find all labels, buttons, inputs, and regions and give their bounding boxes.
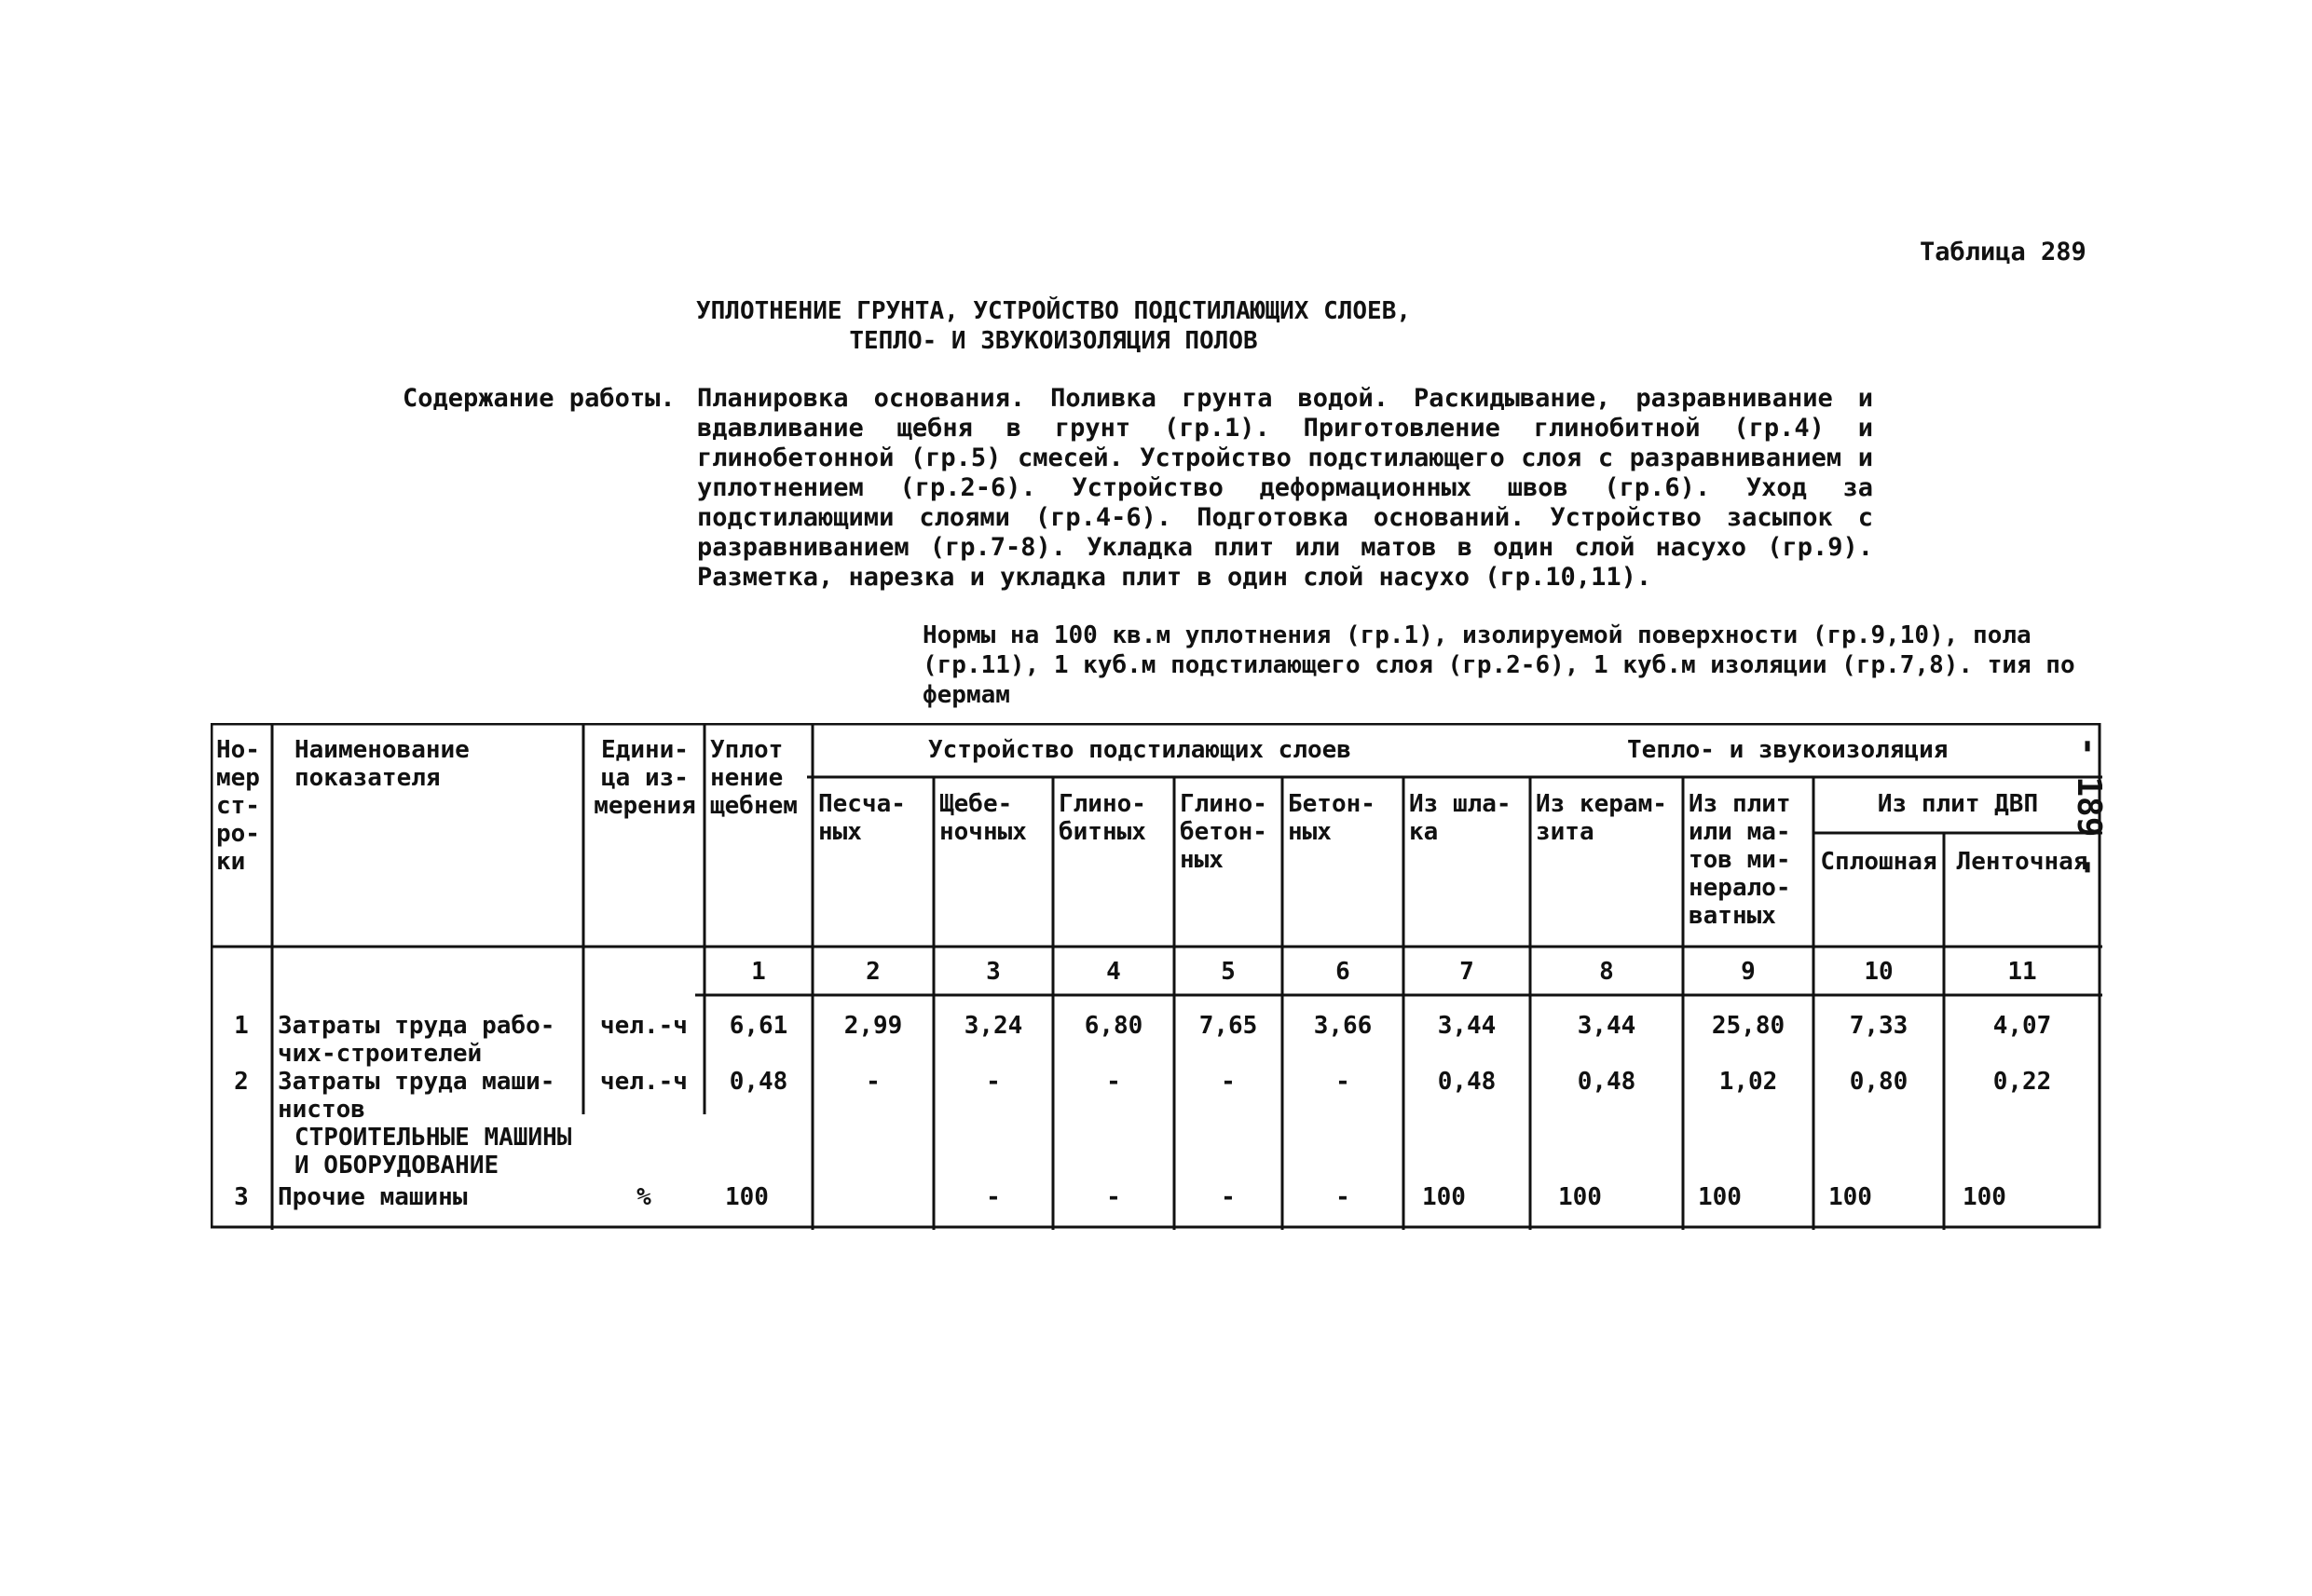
table-cell: 3,24	[964, 1012, 1023, 1040]
table-cell: 4,07	[1992, 1012, 2052, 1040]
row-name: Затраты труда маши- нистов	[278, 1068, 555, 1124]
table-cell: -	[866, 1068, 881, 1096]
document-title-line-1: УПЛОТНЕНИЕ ГРУНТА, УСТРОЙСТВО ПОДСТИЛАЮЩИХ СЛОЕВ,	[695, 297, 1411, 325]
content-label: Содержание работы.	[403, 384, 676, 413]
table-cell: 2,99	[843, 1012, 903, 1040]
norms-text: Нормы на 100 кв.м уплотнения (гр.1), изолируемой поверхности (гр.9,10), пола (гр.11), 1 куб.м подстилающего слоя (гр.2-6), 1 куб.м изоляции (гр.7,8). тия по фермам	[923, 621, 2075, 709]
column-number: 11	[2007, 958, 2037, 986]
table-number: Таблица 289	[1920, 238, 2086, 266]
table-cell: 0,48	[1437, 1068, 1497, 1096]
table-cell: -	[986, 1068, 1001, 1096]
column-number: 8	[1599, 958, 1614, 986]
table-cell: 100	[1558, 1183, 1602, 1211]
table-cell: -	[986, 1183, 1001, 1211]
row-number: 1	[234, 1012, 249, 1040]
table-cell: 3,66	[1313, 1012, 1373, 1040]
column-number: 5	[1221, 958, 1236, 986]
header-col5: Глино- бетон- ных	[1180, 790, 1267, 874]
header-group-underlay: Устройство подстилающих слоев	[928, 736, 1351, 764]
table-cell: 100	[1828, 1183, 1872, 1211]
column-number: 7	[1459, 958, 1474, 986]
row-name: Затраты труда рабо- чих-строителей	[278, 1012, 555, 1068]
header-col1: Уплот нение щебнем	[710, 736, 798, 820]
table-cell: 0,22	[1992, 1068, 2052, 1096]
table-cell: 0,48	[1577, 1068, 1636, 1096]
row-unit: чел.-ч	[600, 1012, 688, 1040]
column-number: 4	[1106, 958, 1121, 986]
column-number: 10	[1864, 958, 1894, 986]
header-col3: Щебе- ночных	[939, 790, 1027, 846]
table-cell: -	[1221, 1068, 1236, 1096]
table-cell: 0,48	[729, 1068, 788, 1096]
content-text: Планировка основания. Поливка грунта водой. Раскидывание, разравнивание и вдавливание щебня в грунт (гр.1). Приготовление глинобитной (гр.4) и глинобетонной (гр.5) смесей. Устройство подстилающего слоя с разравниванием и уплотнением (гр.2-6). Устройство деформационных швов (гр.6). Уход за подстилающими слоями (гр.4-6). Подготовка оснований. Устройство засыпок с разравниванием (гр.7-8). Укладка плит или матов в один слой насухо (гр.9). Разметка, нарезка и укладка плит в один слой насухо (гр.10,11).	[697, 384, 1873, 592]
table-cell: 6,80	[1084, 1012, 1143, 1040]
header-group-insulation: Тепло- и звукоизоляция	[1627, 736, 1949, 764]
header-name: Наименование показателя	[294, 736, 470, 792]
header-group-dvp: Из плит ДВП	[1877, 790, 2039, 818]
table-cell: 1,02	[1718, 1068, 1778, 1096]
row-number: 2	[234, 1068, 249, 1096]
row-number: 3	[234, 1183, 249, 1211]
table-cell: -	[1335, 1183, 1350, 1211]
table-cell: 100	[1422, 1183, 1466, 1211]
header-col11: Ленточная	[1956, 848, 2088, 876]
header-col4: Глино- битных	[1059, 790, 1146, 846]
table-cell: -	[1106, 1183, 1121, 1211]
norms-table	[211, 723, 2102, 1230]
header-col8: Из керам- зита	[1536, 790, 1667, 846]
column-number: 9	[1741, 958, 1756, 986]
column-number: 1	[751, 958, 766, 986]
table-cell: 7,33	[1849, 1012, 1908, 1040]
document-title-line-2: ТЕПЛО- И ЗВУКОИЗОЛЯЦИЯ ПОЛОВ	[849, 327, 1258, 355]
table-cell: 100	[1698, 1183, 1742, 1211]
table-cell: 3,44	[1577, 1012, 1636, 1040]
header-col10: Сплошная	[1820, 848, 1937, 876]
column-number: 3	[986, 958, 1001, 986]
header-col6: Бетон- ных	[1288, 790, 1375, 846]
table-cell: 7,65	[1198, 1012, 1258, 1040]
row-unit: %	[636, 1183, 651, 1211]
header-row-number: Но- мер ст- ро- ки	[216, 736, 260, 876]
header-col2: Песча- ных	[818, 790, 906, 846]
table-cell: -	[1335, 1068, 1350, 1096]
header-col9: Из плит или ма- тов ми- нерало- ватных	[1689, 790, 1791, 930]
table-cell: 25,80	[1711, 1012, 1785, 1040]
row-name: Прочие машины	[278, 1183, 468, 1211]
row-unit: чел.-ч	[600, 1068, 688, 1096]
column-number: 6	[1335, 958, 1350, 986]
header-col7: Из шла- ка	[1409, 790, 1512, 846]
header-unit: Едини- ца из- мерения	[594, 736, 696, 820]
table-cell: 100	[725, 1183, 769, 1211]
table-cell: -	[1106, 1068, 1121, 1096]
table-cell: -	[1221, 1183, 1236, 1211]
page-number: - 189 -	[2070, 736, 2108, 878]
column-number: 2	[866, 958, 881, 986]
table-cell: 100	[1963, 1183, 2006, 1211]
table-cell: 6,61	[729, 1012, 788, 1040]
table-cell: 3,44	[1437, 1012, 1497, 1040]
table-cell: 0,80	[1849, 1068, 1908, 1096]
section-title: СТРОИТЕЛЬНЫЕ МАШИНЫ И ОБОРУДОВАНИЕ	[294, 1124, 572, 1180]
